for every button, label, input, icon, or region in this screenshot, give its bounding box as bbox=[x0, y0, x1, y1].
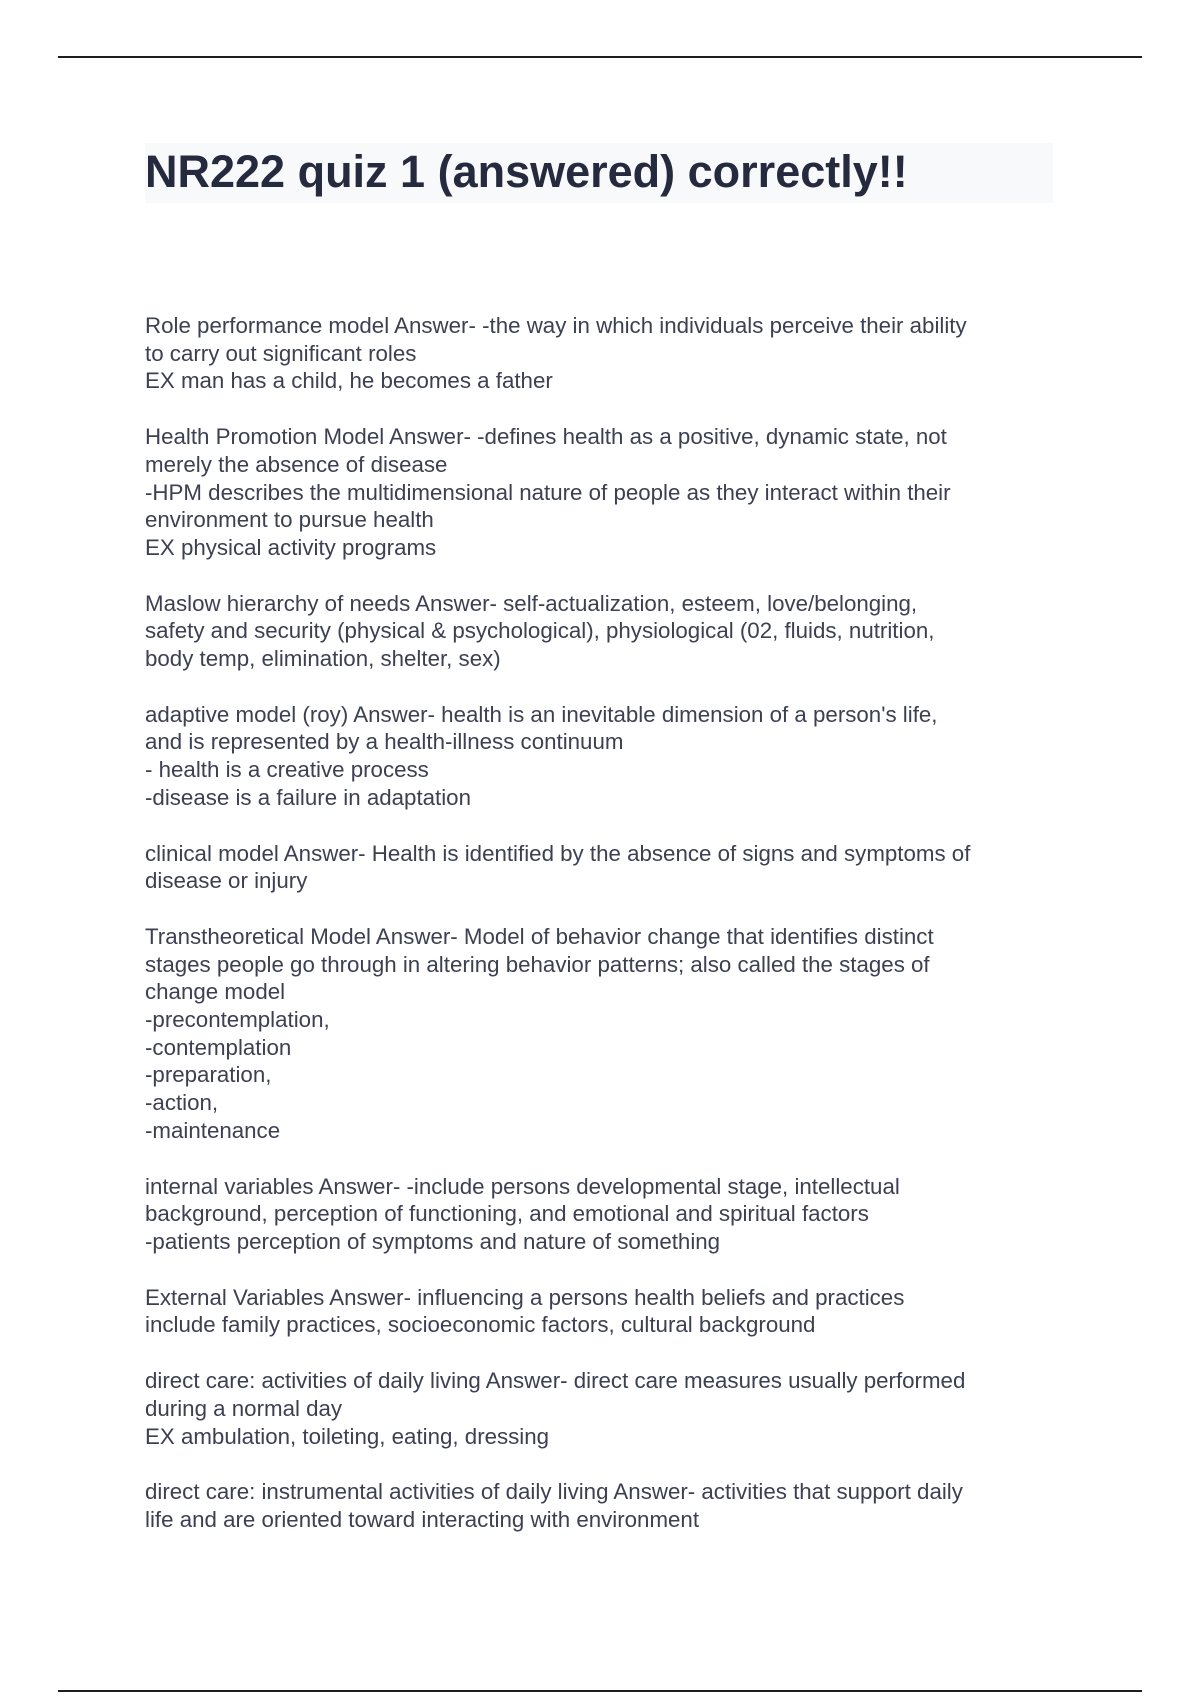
qa-question-line: direct care: instrumental activities of daily living Answer- activities that support daily bbox=[145, 1479, 963, 1505]
qa-entry bbox=[145, 1478, 1060, 1533]
qa-answer-line: merely the absence of disease bbox=[145, 451, 448, 477]
qa-question-line: Health Promotion Model Answer- -defines health as a positive, dynamic state, not bbox=[145, 424, 947, 450]
qa-entry bbox=[145, 312, 1060, 395]
qa-entry bbox=[145, 590, 1060, 673]
qa-answer-line: -HPM describes the multidimensional nature of people as they interact within their bbox=[145, 479, 951, 505]
qa-answer-line: EX ambulation, toileting, eating, dressing bbox=[145, 1423, 550, 1449]
qa-entry bbox=[145, 840, 1060, 895]
qa-answer-line: -precontemplation, bbox=[145, 1007, 330, 1033]
qa-answer-line: body temp, elimination, shelter, sex) bbox=[145, 646, 501, 672]
page-title: NR222 quiz 1 (answered) correctly!! bbox=[145, 143, 1053, 203]
qa-answer-line: to carry out significant roles bbox=[145, 340, 417, 366]
top-divider bbox=[58, 56, 1142, 58]
qa-question-line: External Variables Answer- influencing a persons health beliefs and practices bbox=[145, 1284, 905, 1310]
qa-answer-line: -disease is a failure in adaptation bbox=[145, 784, 471, 810]
qa-answer-line: and is represented by a health-illness continuum bbox=[145, 729, 624, 755]
qa-entry bbox=[145, 923, 1060, 1145]
qa-answer-line: -contemplation bbox=[145, 1034, 292, 1060]
qa-question-line: Transtheoretical Model Answer- Model of behavior change that identifies distinct bbox=[145, 923, 934, 949]
qa-entry bbox=[145, 423, 1060, 562]
qa-question-line: clinical model Answer- Health is identified by the absence of signs and symptoms of bbox=[145, 840, 971, 866]
qa-answer-line: - health is a creative process bbox=[145, 757, 429, 783]
qa-answer-line: disease or injury bbox=[145, 868, 308, 894]
qa-answer-line: background, perception of functioning, and emotional and spiritual factors bbox=[145, 1201, 869, 1227]
qa-answer-line: EX man has a child, he becomes a father bbox=[145, 368, 553, 394]
qa-answer-line: -patients perception of symptoms and nature of something bbox=[145, 1228, 721, 1254]
qa-answer-line: during a normal day bbox=[145, 1395, 343, 1421]
qa-answer-line: include family practices, socioeconomic factors, cultural background bbox=[145, 1312, 816, 1338]
qa-answer-line: environment to pursue health bbox=[145, 507, 434, 533]
document-body bbox=[145, 312, 1060, 1562]
qa-answer-line: stages people go through in altering behavior patterns; also called the stages of bbox=[145, 951, 930, 977]
bottom-divider bbox=[58, 1690, 1142, 1692]
qa-answer-line: -preparation, bbox=[145, 1062, 272, 1088]
qa-entry bbox=[145, 1367, 1060, 1450]
qa-answer-line: life and are oriented toward interacting with environment bbox=[145, 1506, 700, 1532]
qa-answer-line: EX physical activity programs bbox=[145, 534, 437, 560]
qa-entry bbox=[145, 1173, 1060, 1256]
qa-entry bbox=[145, 1284, 1060, 1339]
qa-question-line: internal variables Answer- -include persons developmental stage, intellectual bbox=[145, 1173, 900, 1199]
qa-question-line: Maslow hierarchy of needs Answer- self-actualization, esteem, love/belonging, bbox=[145, 590, 918, 616]
qa-question-line: adaptive model (roy) Answer- health is an inevitable dimension of a person's life, bbox=[145, 701, 938, 727]
qa-answer-line: -action, bbox=[145, 1090, 219, 1116]
qa-question-line: direct care: activities of daily living Answer- direct care measures usually performed bbox=[145, 1368, 966, 1394]
qa-answer-line: safety and security (physical & psychological), physiological (02, fluids, nutrition, bbox=[145, 618, 935, 644]
qa-answer-line: -maintenance bbox=[145, 1117, 281, 1143]
qa-question-line: Role performance model Answer- -the way in which individuals perceive their ability bbox=[145, 313, 967, 338]
qa-entry bbox=[145, 701, 1060, 812]
qa-answer-line: change model bbox=[145, 979, 286, 1005]
